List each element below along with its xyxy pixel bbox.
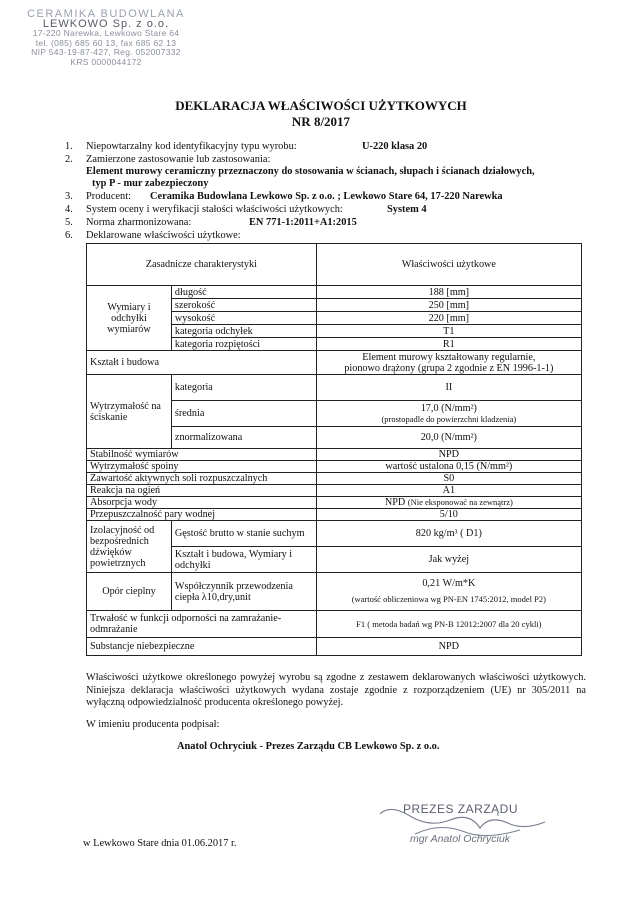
stamp-line: LEWKOWO Sp. z o.o. [42, 17, 170, 30]
row-label: średnia [171, 401, 316, 427]
row-label: wysokość [171, 312, 316, 325]
acoustic-group-label: Izolacyjność od bezpośrednich dźwięków powietrznych [87, 521, 172, 573]
row-label: Kształt i budowa, Wymiary i odchyłki [171, 547, 316, 573]
conformity-paragraph: Właściwości użytkowe określonego powyżej wyrobu są zgodne z zestawem deklarowanych właściwości użytkowych. Niniejsza deklaracja właściwości użytkowych wydana zostaje zgodnie z rozporządzeniem (UE) nr 305/2011 na wyłączną odpowiedzialność producenta określonego powyżej. [86, 672, 586, 708]
shape-value-line-2: pionowo drążony (grupa 2 zgodnie z EN 1996-1-1) [344, 362, 554, 374]
on-behalf-label: W imieniu producenta podpisał: [86, 719, 220, 730]
row-value: T1 [316, 325, 581, 338]
row-value: wartość ustalona 0,15 (N/mm²) [316, 461, 581, 473]
table-row [87, 485, 582, 497]
row-value: 5/10 [316, 509, 581, 521]
document-title: DEKLARACJA WŁAŚCIWOŚCI UŻYTKOWYCH [175, 98, 467, 113]
row-value: 820 kg/m³ ( D1) [316, 521, 581, 547]
shape-label: Kształt i budowa [87, 351, 317, 375]
section-label: Deklarowane właściwości użytkowe: [86, 230, 241, 241]
row-value: NPD [316, 449, 581, 461]
absorption-note: (Nie eksponować na zewnątrz) [407, 497, 513, 507]
stamp-line: NIP 543-19-87-427, Reg. 052007332 [31, 47, 181, 58]
row-value: 20,0 (N/mm²) [316, 427, 581, 449]
section-label: System oceny i weryfikacji stałości właściwości użytkowych: [86, 204, 343, 215]
row-value [316, 497, 581, 509]
row-label: kategoria [171, 375, 316, 401]
dimensions-group-label: Wymiary i odchyłki wymiarów [87, 286, 172, 351]
row-value: 220 [mm] [316, 312, 581, 325]
signatory-line: Anatol Ochryciuk - Prezes Zarządu CB Lewkowo Sp. z o.o. [177, 741, 440, 752]
table-row [87, 375, 582, 401]
section-label: Norma zharmonizowana: [86, 217, 192, 228]
row-label: Substancje niebezpieczne [87, 638, 317, 656]
row-label: Trwałość w funkcji odporności na zamrażanie-odmrażanie [87, 611, 317, 638]
producer-value: Ceramika Budowlana Lewkowo Sp. z o.o. ; Lewkowo Stare 64, 17-220 Narewka [150, 191, 503, 202]
table-row [87, 449, 582, 461]
table-row [87, 351, 582, 375]
thermal-note: (wartość obliczeniowa wg PN-EN 1745:2012, model P2) [351, 594, 546, 604]
header-characteristics: Zasadnicze charakterystyki [87, 244, 317, 286]
standard-value: EN 771-1:2011+A1:2015 [249, 217, 357, 228]
row-value: II [316, 375, 581, 401]
section-number: 6. [65, 230, 73, 241]
row-label: kategoria odchyłek [171, 325, 316, 338]
section-number: 3. [65, 191, 73, 202]
row-label: długość [171, 286, 316, 299]
thermal-group-label: Opór cieplny [87, 573, 172, 611]
mean-strength-value: 17,0 (N/mm²) [420, 402, 477, 414]
mean-strength-note: (prostopadle do powierzchni kladzenia) [381, 413, 517, 424]
section-number: 1. [65, 141, 73, 152]
row-label: Wytrzymałość spoiny [87, 461, 317, 473]
row-value: Jak wyżej [316, 547, 581, 573]
section-label: Producent: [86, 191, 132, 202]
row-label: Absorpcja wody [87, 497, 317, 509]
table-row [87, 461, 582, 473]
row-value: NPD [316, 638, 581, 656]
row-value: F1 ( metoda badań wg PN-B 12012:2007 dla 20 cykli) [316, 611, 581, 638]
row-value [316, 401, 581, 427]
table-row [87, 509, 582, 521]
section-number: 5. [65, 217, 73, 228]
table-row [87, 286, 582, 299]
row-label: Gęstość brutto w stanie suchym [171, 521, 316, 547]
thermal-value: 0,21 W/m*K [422, 578, 476, 589]
section-label: Zamierzone zastosowanie lub zastosowania: [86, 154, 271, 165]
system-value: System 4 [387, 204, 427, 215]
company-stamp [6, 10, 206, 68]
table-row [87, 638, 582, 656]
shape-value-line-1: Element murowy kształtowany regularnie, [362, 351, 536, 363]
row-label: kategoria rozpiętości [171, 338, 316, 351]
table-row [87, 521, 582, 547]
table-header-row [87, 244, 582, 286]
performance-table [86, 243, 582, 656]
row-label: Reakcja na ogień [87, 485, 317, 497]
stamp-line: KRS 0000044172 [70, 56, 142, 67]
row-value [316, 573, 581, 611]
stamp-line: 17-220 Narewka, Lewkowo Stare 64 [32, 28, 180, 39]
row-label: szerokość [171, 299, 316, 312]
table-row [87, 497, 582, 509]
signature-stamp-title: PREZES ZARZĄDU [403, 802, 519, 816]
header-performance: Właściwości użytkowe [316, 244, 581, 286]
signature-stamp-name: mgr Anatol Ochryciuk [410, 833, 510, 845]
document-number: NR 8/2017 [291, 114, 351, 129]
row-label: Stabilność wymiarów [87, 449, 317, 461]
stamp-line: tel. (085) 685 60 13, fax 685 62 13 [35, 37, 177, 48]
table-row [87, 473, 582, 485]
row-value: S0 [316, 473, 581, 485]
row-value: 188 [mm] [316, 286, 581, 299]
row-label: Współczynnik przewodzenia ciepła λ10,dry,unit [171, 573, 316, 611]
table-row [87, 573, 582, 611]
section-label: Niepowtarzalny kod identyfikacyjny typu wyrobu: [86, 141, 297, 152]
intended-use-line-1: Element murowy ceramiczny przeznaczony do stosowania w ścianach, słupach i ścianach działowych, [86, 166, 535, 177]
product-code: U-220 klasa 20 [362, 141, 428, 152]
table-row [87, 611, 582, 638]
absorption-value: NPD [384, 497, 406, 508]
stamp-line: CERAMIKA BUDOWLANA [27, 8, 185, 20]
row-value: A1 [316, 485, 581, 497]
section-number: 2. [65, 154, 73, 165]
row-label: Zawartość aktywnych soli rozpuszczalnych [87, 473, 317, 485]
strength-group-label: Wytrzymałość na ściskanie [87, 375, 172, 449]
shape-value [316, 351, 581, 375]
section-number: 4. [65, 204, 73, 215]
row-label: Przepuszczalność pary wodnej [87, 509, 317, 521]
row-value: R1 [316, 338, 581, 351]
row-value: 250 [mm] [316, 299, 581, 312]
row-label: znormalizowana [171, 427, 316, 449]
intended-use-line-2: typ P - mur zabezpieczony [92, 178, 209, 189]
place-and-date: w Lewkowo Stare dnia 01.06.2017 r. [83, 838, 237, 849]
